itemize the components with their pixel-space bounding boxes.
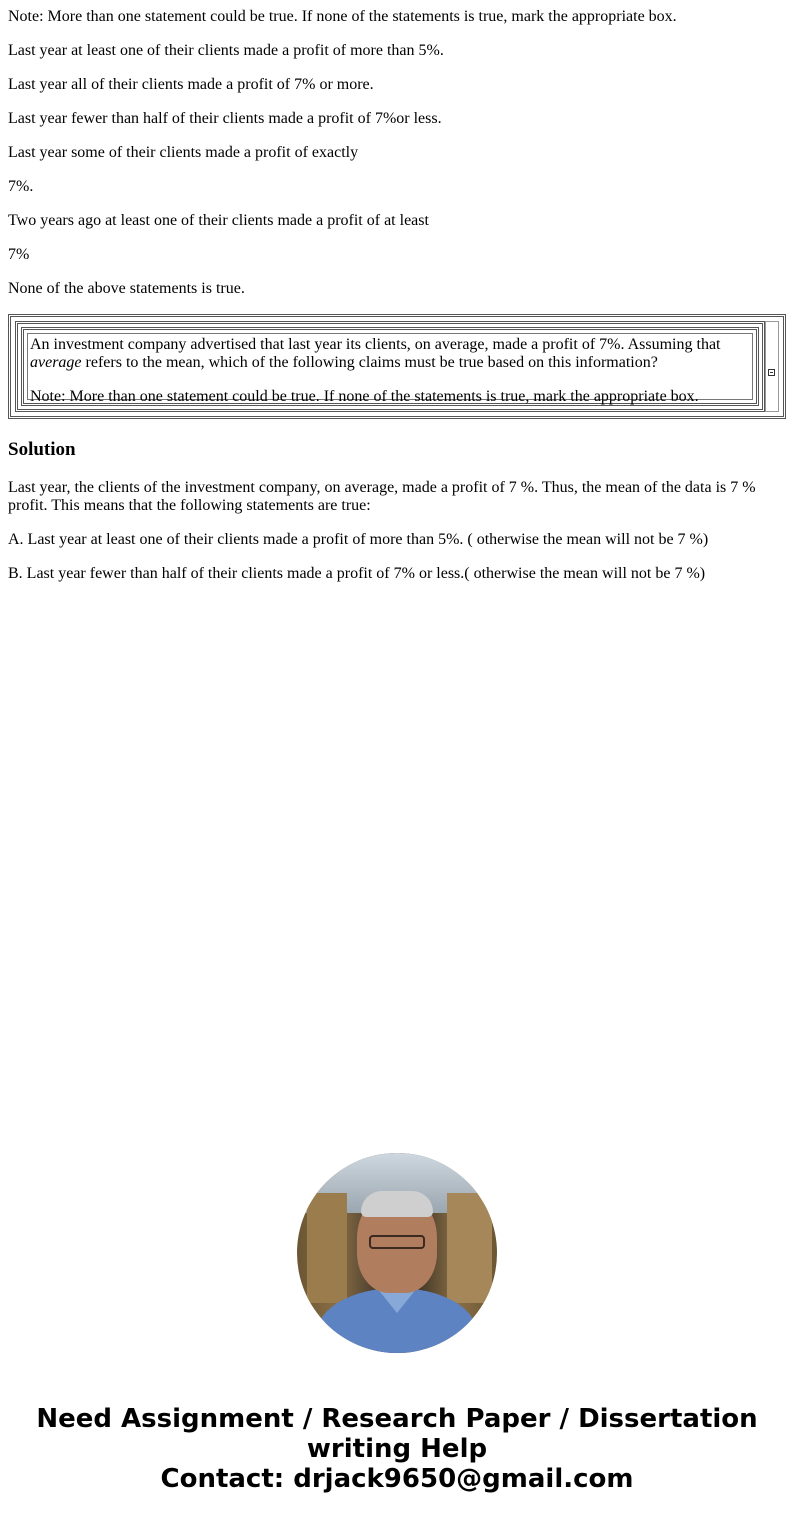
footer-contact: Contact: drjack9650@gmail.com <box>160 1464 634 1494</box>
question-box-frame-inner <box>21 327 759 406</box>
collapse-toggle-icon[interactable] <box>768 369 775 376</box>
question-box-frame <box>15 321 765 412</box>
solution-point-b: B. Last year fewer than half of their clients made a profit of 7% or less.( otherwise the mean will not be 7 %) <box>8 565 706 582</box>
statement-5: Two years ago at least one of their clients made a profit of at least <box>8 212 429 229</box>
solution-intro: Last year, the clients of the investment company, on average, made a profit of 7 %. Thus, the mean of the data is 7 % profit. This means that the following statements are true: <box>8 479 756 514</box>
footer-line-1: Need Assignment / Research Paper / Dissertation <box>36 1404 758 1434</box>
author-avatar <box>297 1153 497 1353</box>
statement-1: Last year at least one of their clients made a profit of more than 5%. <box>8 42 444 59</box>
question-text-part2: refers to the mean, which of the following claims must be true based on this information? <box>85 354 658 371</box>
question-text-part1: An investment company advertised that last year its clients, on average, made a profit of 7%. Assuming that <box>30 336 721 353</box>
footer-line-2: writing Help <box>306 1434 488 1464</box>
question-text <box>30 336 750 372</box>
statement-3: Last year fewer than half of their clients made a profit of 7%or less. <box>8 110 442 127</box>
statement-none: None of the above statements is true. <box>8 280 245 297</box>
solution-point-a: A. Last year at least one of their clients made a profit of more than 5%. ( otherwise the mean will not be 7 %) <box>8 531 709 548</box>
question-box <box>8 314 786 419</box>
statement-4: Last year some of their clients made a profit of exactly <box>8 144 359 161</box>
statement-5-cont: 7% <box>8 246 30 263</box>
note-text: Note: More than one statement could be true. If none of the statements is true, mark the appropriate box. <box>8 8 677 25</box>
question-note: Note: More than one statement could be true. If none of the statements is true, mark the appropriate box. <box>30 388 699 405</box>
question-box-content <box>27 333 753 405</box>
statement-2: Last year all of their clients made a profit of 7% or more. <box>8 76 374 93</box>
question-text-italic: average <box>30 354 82 371</box>
statement-4-cont: 7%. <box>8 178 34 195</box>
solution-heading: Solution <box>8 439 76 460</box>
box-side-cell <box>765 321 779 412</box>
